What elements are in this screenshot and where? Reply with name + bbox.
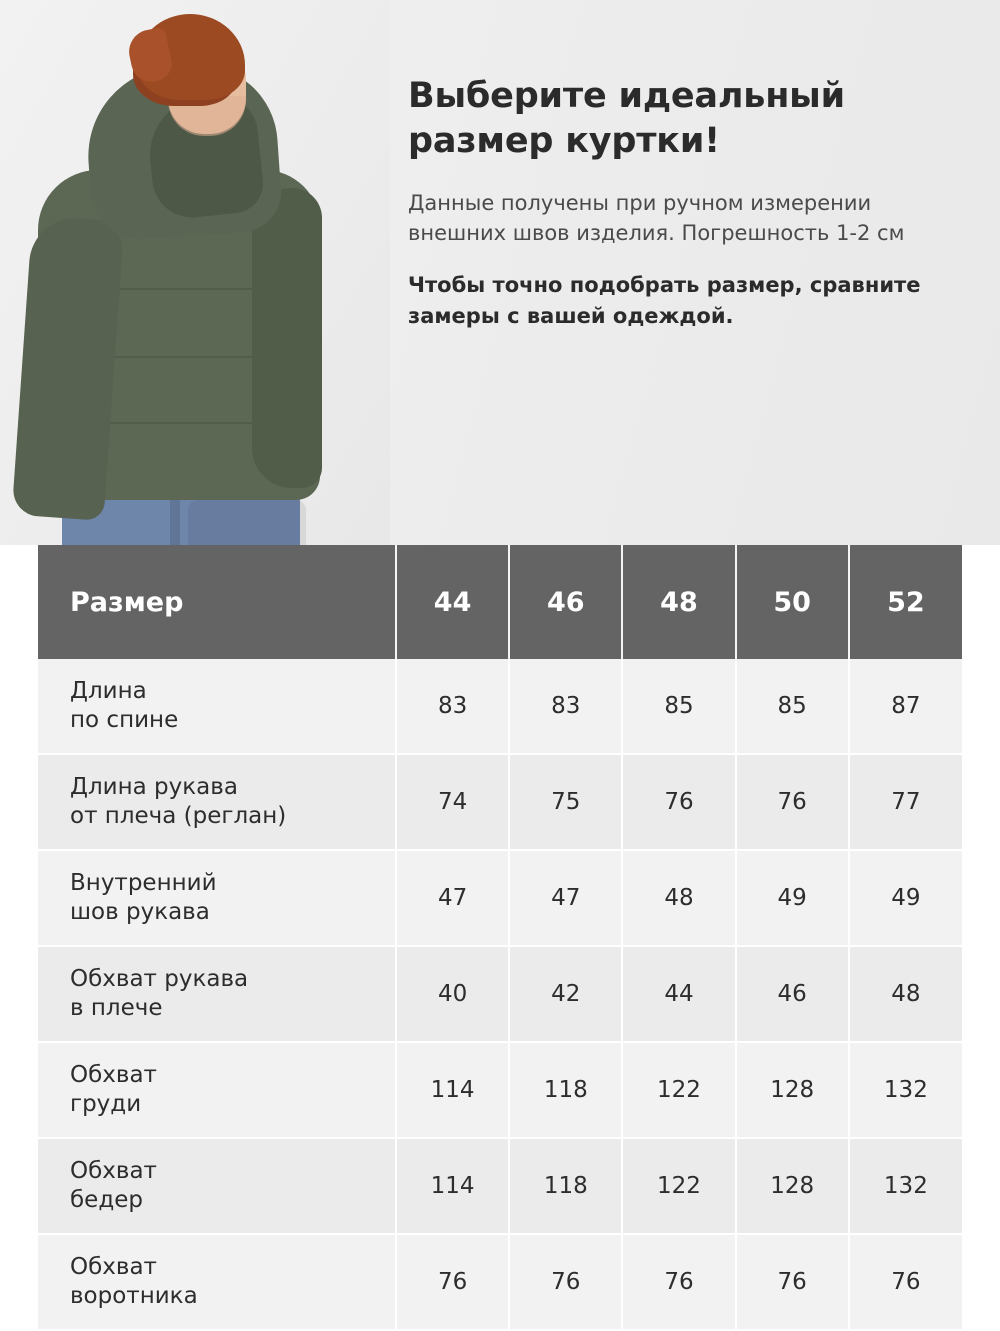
- cell-value: 75: [509, 754, 622, 850]
- measurement-advice: Чтобы точно подобрать размер, сравните замеры с вашей одеждой.: [408, 273, 921, 328]
- cell-value: 114: [396, 1138, 509, 1234]
- cell-value: 83: [396, 659, 509, 754]
- table-row: [38, 850, 962, 946]
- cell-value: 132: [849, 1138, 962, 1234]
- size-table-body: [38, 659, 962, 1330]
- table-row: [38, 1042, 962, 1138]
- cell-value: 49: [849, 850, 962, 946]
- cell-value: 76: [736, 754, 849, 850]
- table-header-row: [38, 545, 962, 659]
- row-label: Обхват бедер: [38, 1138, 396, 1234]
- row-label: Обхват воротника: [38, 1234, 396, 1330]
- cell-value: 128: [736, 1042, 849, 1138]
- cell-value: 76: [622, 754, 735, 850]
- table-row: [38, 1234, 962, 1330]
- cell-value: 122: [622, 1042, 735, 1138]
- size-table: [38, 545, 962, 1331]
- hero-copy: [408, 74, 964, 331]
- cell-value: 118: [509, 1138, 622, 1234]
- column-header-size-44: 44: [396, 545, 509, 659]
- column-header-size-48: 48: [622, 545, 735, 659]
- cell-value: 77: [849, 754, 962, 850]
- cell-value: 76: [509, 1234, 622, 1330]
- measurement-note: Данные получены при ручном измерении внешних швов изделия. Погрешность 1-2 см: [408, 190, 905, 246]
- cell-value: 118: [509, 1042, 622, 1138]
- table-row: [38, 754, 962, 850]
- column-header-measure: Размер: [38, 545, 396, 659]
- cell-value: 44: [622, 946, 735, 1042]
- column-header-size-52: 52: [849, 545, 962, 659]
- cell-value: 76: [736, 1234, 849, 1330]
- cell-value: 122: [622, 1138, 735, 1234]
- cell-value: 85: [736, 659, 849, 754]
- cell-value: 132: [849, 1042, 962, 1138]
- cell-value: 47: [509, 850, 622, 946]
- row-label: Внутренний шов рукава: [38, 850, 396, 946]
- column-header-size-46: 46: [509, 545, 622, 659]
- size-table-container: [38, 545, 962, 1331]
- cell-value: 128: [736, 1138, 849, 1234]
- cell-value: 76: [622, 1234, 735, 1330]
- row-label: Обхват груди: [38, 1042, 396, 1138]
- column-header-size-50: 50: [736, 545, 849, 659]
- cell-value: 47: [396, 850, 509, 946]
- row-label: Длина по спине: [38, 659, 396, 754]
- table-row: [38, 1138, 962, 1234]
- cell-value: 48: [622, 850, 735, 946]
- cell-value: 83: [509, 659, 622, 754]
- cell-value: 76: [849, 1234, 962, 1330]
- row-label: Длина рукава от плеча (реглан): [38, 754, 396, 850]
- table-row: [38, 659, 962, 754]
- cell-value: 42: [509, 946, 622, 1042]
- cell-value: 87: [849, 659, 962, 754]
- size-table-head: [38, 545, 962, 659]
- cell-value: 114: [396, 1042, 509, 1138]
- cell-value: 49: [736, 850, 849, 946]
- jacket-pocket: [188, 500, 306, 545]
- cell-value: 40: [396, 946, 509, 1042]
- cell-value: 76: [396, 1234, 509, 1330]
- table-row: [38, 946, 962, 1042]
- page-title: Выберите идеальный размер куртки!: [408, 76, 845, 161]
- row-label: Обхват рукава в плече: [38, 946, 396, 1042]
- cell-value: 74: [396, 754, 509, 850]
- product-photo: [0, 0, 390, 545]
- hero-banner: [0, 0, 1000, 545]
- cell-value: 85: [622, 659, 735, 754]
- cell-value: 46: [736, 946, 849, 1042]
- cell-value: 48: [849, 946, 962, 1042]
